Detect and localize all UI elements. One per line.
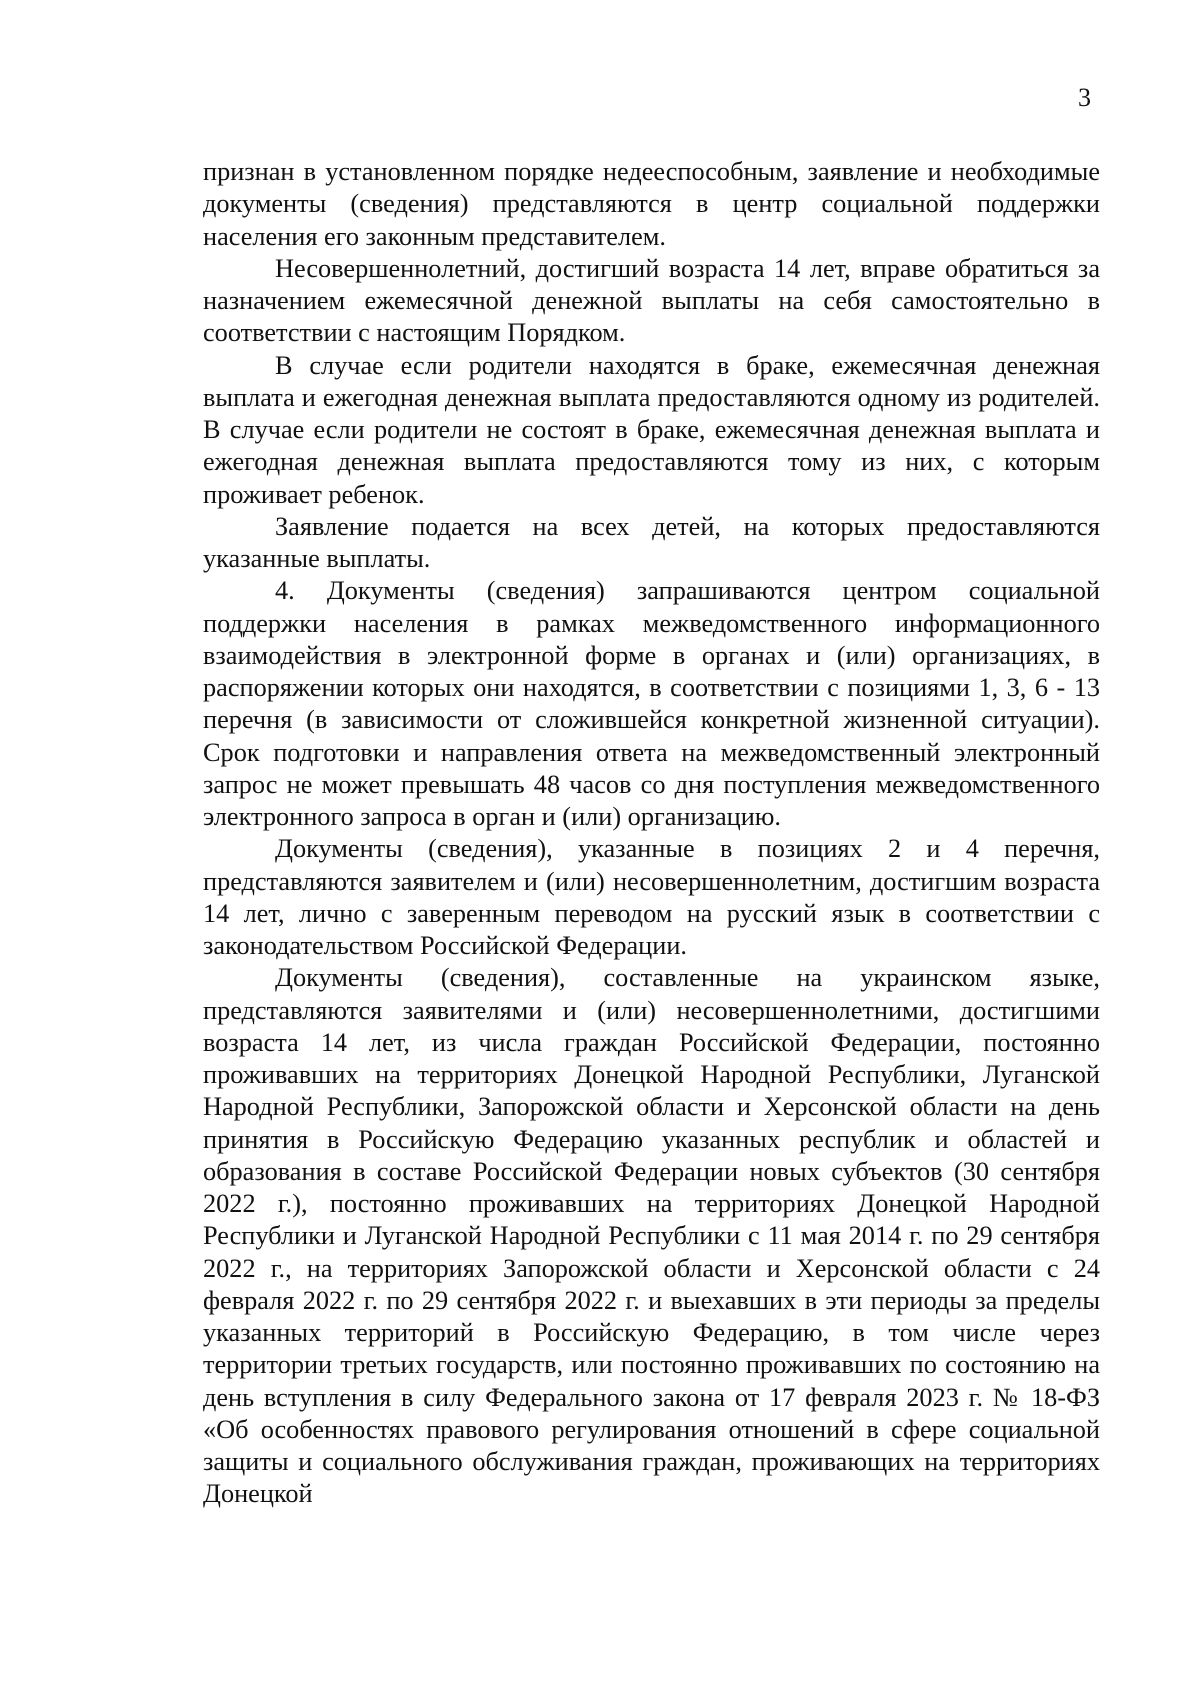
paragraph: Документы (сведения), указанные в позициях 2 и 4 перечня, представляются заявителем и (или) несовершеннолетним, достигшим возраста 14 лет, лично с заверенным переводом на русский язык в соответствии с законодательством Российской Федерации. <box>203 834 1100 960</box>
paragraph: признан в установленном порядке недееспособным, заявление и необходимые документы (сведения) представляются в центр социальной поддержки населения его законным представителем. <box>203 157 1100 251</box>
paragraph: Заявление подается на всех детей, на которых предоставляются указанные выплаты. <box>203 511 1100 573</box>
document-body <box>203 156 1100 1511</box>
paragraph: Несовершеннолетний, достигший возраста 14 лет, вправе обратиться за назначением ежемесячной денежной выплаты на себя самостоятельно в соответствии с настоящим Порядком. <box>203 253 1100 348</box>
paragraph: Документы (сведения), составленные на украинском языке, представляются заявителями и (или) несовершеннолетними, достигшими возраста 14 лет, из числа граждан Российской Федерации, постоянно проживавших на территориях Донецкой Народной Республики, Луганской Народной Республики, Запорожской области и Херсонской области на день принятия в Российскую Федерацию указанных республик и областей и образования в составе Российской Федерации новых субъектов (30 сентября 2022 г.), постоянно проживавших на территориях Донецкой Народной Республики и Луганской Народной Республики с 11 мая 2014 г. по 29 сентября 2022 г., на территориях Запорожской области и Херсонской области с 24 февраля 2022 г. по 29 сентября 2022 г. и выехавших в эти периоды за пределы указанных территорий в Российскую Федерацию, в том числе через территории третьих государств, или постоянно проживавших по состоянию на день вступления в силу Федерального закона от 17 февраля 2023 г. № 18-ФЗ «Об особенностях правового регулирования отношений в сфере социальной защиты и социального обслуживания граждан, проживающих на территориях Донецкой <box>203 963 1100 1509</box>
page-number: 3 <box>1078 83 1091 112</box>
paragraph: В случае если родители находятся в браке, ежемесячная денежная выплата и ежегодная денежная выплата предоставляются одному из родителей. В случае если родители не состоят в браке, ежемесячная денежная выплата и ежегодная денежная выплата предоставляются тому из них, с которым проживает ребенок. <box>203 350 1100 509</box>
paragraph: 4. Документы (сведения) запрашиваются центром социальной поддержки населения в рамках межведомственного информационного взаимодействия в электронной форме в органах и (или) организациях, в распоряжении которых они находятся, в соответствии с позициями 1, 3, 6 - 13 перечня (в зависимости от сложившейся конкретной жизненной ситуации). Срок подготовки и направления ответа на межведомственный электронный запрос не может превышать 48 часов со дня поступления межведомственного электронного запроса в орган и (или) организацию. <box>203 576 1100 831</box>
